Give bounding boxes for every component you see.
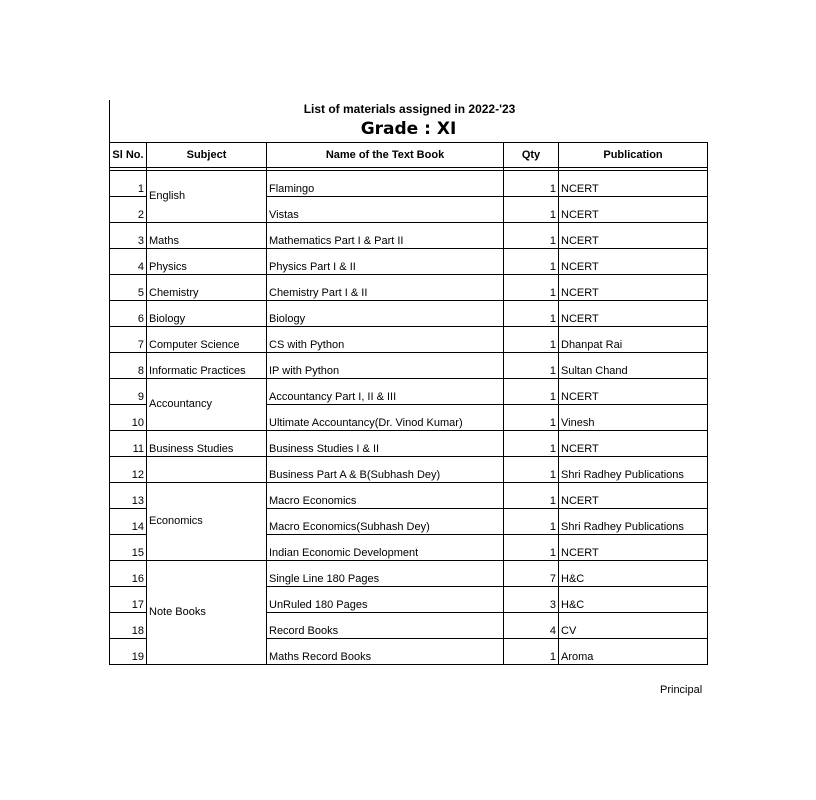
publication-cell: NCERT: [559, 301, 708, 327]
sl-cell: 3: [110, 223, 147, 249]
sl-cell: 18: [110, 613, 147, 639]
publication-cell: NCERT: [559, 379, 708, 405]
publication-cell: Sultan Chand: [559, 353, 708, 379]
book-cell: Indian Economic Development: [267, 535, 504, 561]
subject-cell: Biology: [147, 301, 267, 327]
book-cell: IP with Python: [267, 353, 504, 379]
sl-cell: 19: [110, 639, 147, 665]
qty-cell: 1: [504, 639, 559, 665]
header-book: Name of the Text Book: [267, 143, 504, 168]
sl-cell: 5: [110, 275, 147, 301]
publication-cell: CV: [559, 613, 708, 639]
principal-signature-label: Principal: [660, 684, 703, 696]
sl-cell: 15: [110, 535, 147, 561]
book-cell: UnRuled 180 Pages: [267, 587, 504, 613]
publication-cell: NCERT: [559, 223, 708, 249]
table-row: [110, 431, 708, 457]
subject-cell: Note Books: [147, 561, 267, 665]
publication-cell: H&C: [559, 561, 708, 587]
table-row: [110, 249, 708, 275]
publication-cell: NCERT: [559, 431, 708, 457]
book-cell: Flamingo: [267, 171, 504, 197]
sl-cell: 9: [110, 379, 147, 405]
publication-cell: NCERT: [559, 171, 708, 197]
subject-cell: Business Studies: [147, 431, 267, 457]
subject-cell: Chemistry: [147, 275, 267, 301]
book-cell: Record Books: [267, 613, 504, 639]
qty-cell: 1: [504, 509, 559, 535]
subject-cell: Informatic Practices: [147, 353, 267, 379]
book-cell: Ultimate Accountancy(Dr. Vinod Kumar): [267, 405, 504, 431]
qty-cell: 1: [504, 457, 559, 483]
subject-cell: Economics: [147, 483, 267, 561]
book-cell: Macro Economics: [267, 483, 504, 509]
table-row: [110, 353, 708, 379]
book-cell: Maths Record Books: [267, 639, 504, 665]
qty-cell: 4: [504, 613, 559, 639]
document-title: List of materials assigned in 2022-'23: [303, 102, 516, 116]
qty-cell: 1: [504, 431, 559, 457]
sl-cell: 4: [110, 249, 147, 275]
grade-heading: Grade : XI: [360, 119, 457, 139]
subject-cell: Accountancy: [147, 379, 267, 431]
book-cell: Biology: [267, 301, 504, 327]
publication-cell: H&C: [559, 587, 708, 613]
qty-cell: 1: [504, 327, 559, 353]
sl-cell: 2: [110, 197, 147, 223]
qty-cell: 1: [504, 249, 559, 275]
book-cell: Chemistry Part I & II: [267, 275, 504, 301]
table-row: [110, 223, 708, 249]
qty-cell: 1: [504, 197, 559, 223]
qty-cell: 7: [504, 561, 559, 587]
publication-cell: Shri Radhey Publications: [559, 457, 708, 483]
book-cell: Mathematics Part I & Part II: [267, 223, 504, 249]
sl-cell: 13: [110, 483, 147, 509]
book-cell: CS with Python: [267, 327, 504, 353]
subject-cell: Maths: [147, 223, 267, 249]
qty-cell: 1: [504, 483, 559, 509]
publication-cell: NCERT: [559, 535, 708, 561]
qty-cell: 1: [504, 405, 559, 431]
subject-cell: Physics: [147, 249, 267, 275]
table-row: [110, 457, 708, 483]
publication-cell: NCERT: [559, 483, 708, 509]
publication-cell: NCERT: [559, 249, 708, 275]
table-row: [110, 327, 708, 353]
sl-cell: 8: [110, 353, 147, 379]
publication-cell: Shri Radhey Publications: [559, 509, 708, 535]
sl-cell: 1: [110, 171, 147, 197]
qty-cell: 1: [504, 301, 559, 327]
qty-cell: 1: [504, 275, 559, 301]
qty-cell: 1: [504, 353, 559, 379]
materials-document: [109, 100, 707, 665]
header-subject: Subject: [147, 143, 267, 168]
sl-cell: 10: [110, 405, 147, 431]
book-cell: Business Part A & B(Subhash Dey): [267, 457, 504, 483]
document-header: [109, 100, 707, 142]
subject-cell: English: [147, 171, 267, 223]
qty-cell: 1: [504, 223, 559, 249]
publication-cell: Aroma: [559, 639, 708, 665]
subject-cell-empty: [147, 457, 267, 483]
qty-cell: 3: [504, 587, 559, 613]
publication-cell: NCERT: [559, 275, 708, 301]
sl-cell: 17: [110, 587, 147, 613]
header-qty: Qty: [504, 143, 559, 168]
header-sl-no: Sl No.: [110, 143, 147, 168]
header-publication: Publication: [559, 143, 708, 168]
sl-cell: 11: [110, 431, 147, 457]
sl-cell: 12: [110, 457, 147, 483]
book-cell: Physics Part I & II: [267, 249, 504, 275]
book-cell: Business Studies I & II: [267, 431, 504, 457]
table-header-row: [110, 143, 708, 168]
table-row: [110, 379, 708, 405]
sl-cell: 14: [110, 509, 147, 535]
subject-cell: Computer Science: [147, 327, 267, 353]
book-cell: Vistas: [267, 197, 504, 223]
table-row: [110, 275, 708, 301]
table-row: [110, 301, 708, 327]
table-row: [110, 483, 708, 509]
sl-cell: 6: [110, 301, 147, 327]
qty-cell: 1: [504, 379, 559, 405]
book-cell: Macro Economics(Subhash Dey): [267, 509, 504, 535]
publication-cell: Dhanpat Rai: [559, 327, 708, 353]
publication-cell: Vinesh: [559, 405, 708, 431]
book-cell: Accountancy Part I, II & III: [267, 379, 504, 405]
book-cell: Single Line 180 Pages: [267, 561, 504, 587]
qty-cell: 1: [504, 535, 559, 561]
sl-cell: 7: [110, 327, 147, 353]
table-row: [110, 561, 708, 587]
qty-cell: 1: [504, 171, 559, 197]
sl-cell: 16: [110, 561, 147, 587]
table-row: [110, 171, 708, 197]
materials-table: [109, 142, 708, 665]
publication-cell: NCERT: [559, 197, 708, 223]
